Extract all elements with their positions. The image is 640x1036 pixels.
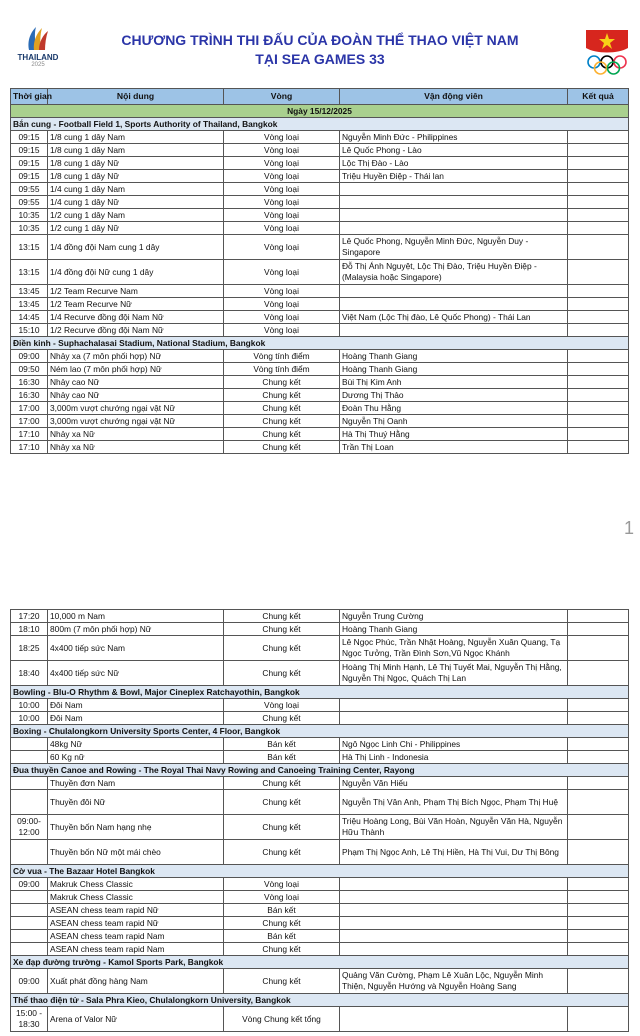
venue-label: Bowling - Blu-O Rhythm & Bowl, Major Cineplex Ratchayothin, Bangkok [11, 686, 629, 699]
athletes-cell: Đỗ Thị Ánh Nguyệt, Lộc Thị Đào, Triệu Huyền Điệp - (Malaysia hoặc Singapore) [340, 260, 568, 285]
athletes-cell: Hà Thị Thuý Hằng [340, 428, 568, 441]
date-label: Ngày 15/12/2025 [11, 105, 629, 118]
event-cell: 60 Kg nữ [48, 751, 224, 764]
athletes-cell [340, 324, 568, 337]
athletes-cell: Nguyễn Thị Vân Anh, Phạm Thị Bích Ngọc, Phạm Thị Huệ [340, 790, 568, 815]
athletes-cell: Quảng Văn Cường, Phạm Lê Xuân Lộc, Nguyễn Minh Thiện, Nguyễn Hướng và Nguyễn Hoàng Sang [340, 969, 568, 994]
table-row [11, 389, 629, 402]
table-row [11, 260, 629, 285]
venue-row [11, 994, 629, 1007]
table-row [11, 751, 629, 764]
table-row [11, 428, 629, 441]
athletes-cell [340, 699, 568, 712]
page-break [0, 458, 640, 608]
event-cell: Xuất phát đồng hàng Nam [48, 969, 224, 994]
event-cell: 1/4 cung 1 dây Nữ [48, 196, 224, 209]
athletes-cell: Việt Nam (Lộc Thị đào, Lê Quốc Phong) - Thái Lan [340, 311, 568, 324]
time-cell: 14:45 [11, 311, 48, 324]
round-cell: Chung kết [224, 790, 340, 815]
round-cell: Vòng loại [224, 311, 340, 324]
round-cell: Chung kết [224, 636, 340, 661]
table-row [11, 738, 629, 751]
time-cell [11, 891, 48, 904]
result-cell [568, 311, 629, 324]
time-cell: 09:50 [11, 363, 48, 376]
table-row [11, 376, 629, 389]
event-cell: Thuyền đôi Nữ [48, 790, 224, 815]
venue-label: Đua thuyền Canoe and Rowing - The Royal Thai Navy Rowing and Canoeing Training Center, Rayong [11, 764, 629, 777]
time-cell: 15:10 [11, 324, 48, 337]
athletes-cell: Ngô Ngọc Linh Chi - Philippines [340, 738, 568, 751]
athletes-cell [340, 917, 568, 930]
logo-year: 2025 [31, 62, 45, 68]
round-cell: Vòng loại [224, 324, 340, 337]
result-cell [568, 428, 629, 441]
page-number: 1 [624, 518, 635, 538]
athletes-cell: Lê Quốc Phong, Nguyễn Minh Đức, Nguyễn Duy - Singapore [340, 235, 568, 260]
athletes-cell: Dương Thị Thảo [340, 389, 568, 402]
table-row [11, 144, 629, 157]
event-cell: Nhảy xa Nữ [48, 428, 224, 441]
table-row [11, 943, 629, 956]
time-cell [11, 840, 48, 865]
table-row [11, 298, 629, 311]
result-cell [568, 1007, 629, 1032]
time-cell: 09:15 [11, 131, 48, 144]
round-cell: Vòng loại [224, 878, 340, 891]
table-row [11, 815, 629, 840]
col-header-result: Kết quả [568, 89, 629, 105]
event-cell: 1/8 cung 1 dây Nữ [48, 170, 224, 183]
venue-row [11, 956, 629, 969]
result-cell [568, 930, 629, 943]
date-row [11, 105, 629, 118]
result-cell [568, 350, 629, 363]
table-row [11, 415, 629, 428]
venue-label: Boxing - Chulalongkorn University Sports Center, 4 Floor, Bangkok [11, 725, 629, 738]
round-cell: Vòng loại [224, 196, 340, 209]
table-row [11, 904, 629, 917]
round-cell: Vòng loại [224, 183, 340, 196]
round-cell: Chung kết [224, 428, 340, 441]
result-cell [568, 623, 629, 636]
round-cell: Chung kết [224, 815, 340, 840]
event-cell: ASEAN chess team rapid Nam [48, 930, 224, 943]
result-cell [568, 840, 629, 865]
table-row [11, 623, 629, 636]
thailand-2025-logo [12, 24, 64, 74]
result-cell [568, 878, 629, 891]
table-row [11, 183, 629, 196]
time-cell: 09:00-12:00 [11, 815, 48, 840]
event-cell: ASEAN chess team rapid Nữ [48, 917, 224, 930]
event-cell: 1/4 cung 1 dây Nam [48, 183, 224, 196]
result-cell [568, 815, 629, 840]
result-cell [568, 235, 629, 260]
round-cell: Chung kết [224, 969, 340, 994]
table-row [11, 840, 629, 865]
round-cell: Chung kết [224, 376, 340, 389]
event-cell: 1/4 đồng đội Nam cung 1 dây [48, 235, 224, 260]
time-cell [11, 904, 48, 917]
round-cell: Chung kết [224, 712, 340, 725]
result-cell [568, 415, 629, 428]
athletes-cell [340, 712, 568, 725]
athletes-cell: Triệu Huyền Điệp - Thái lan [340, 170, 568, 183]
venue-row [11, 865, 629, 878]
event-cell: 800m (7 môn phối hợp) Nữ [48, 623, 224, 636]
table-row [11, 699, 629, 712]
result-cell [568, 661, 629, 686]
athletes-cell: Bùi Thị Kim Anh [340, 376, 568, 389]
round-cell: Vòng loại [224, 235, 340, 260]
table-row [11, 209, 629, 222]
athletes-cell: Nguyễn Trung Cường [340, 610, 568, 623]
table-row [11, 402, 629, 415]
table-row [11, 285, 629, 298]
page-title [70, 31, 570, 69]
logo-text: THAILAND [17, 53, 59, 62]
venue-label: Thể thao điện tử - Sala Phra Kieo, Chulalongkorn University, Bangkok [11, 994, 629, 1007]
time-cell [11, 930, 48, 943]
event-cell: Makruk Chess Classic [48, 891, 224, 904]
table-row [11, 363, 629, 376]
result-cell [568, 157, 629, 170]
event-cell: Đôi Nam [48, 712, 224, 725]
result-cell [568, 441, 629, 454]
athletes-cell: Hoàng Thị Minh Hạnh, Lê Thị Tuyết Mai, Nguyễn Thị Hằng, Nguyễn Thị Ngọc, Quách Thị Lan [340, 661, 568, 686]
col-header-round: Vòng [224, 89, 340, 105]
time-cell: 13:45 [11, 285, 48, 298]
round-cell: Chung kết [224, 610, 340, 623]
schedule-table-page-1 [10, 88, 629, 454]
result-cell [568, 363, 629, 376]
title-line-2: TẠI SEA GAMES 33 [255, 51, 385, 67]
round-cell: Vòng Chung kết tổng [224, 1007, 340, 1032]
event-cell: Nhảy xa Nữ [48, 441, 224, 454]
round-cell: Vòng loại [224, 222, 340, 235]
round-cell: Chung kết [224, 389, 340, 402]
event-cell: 1/4 đồng đội Nữ cung 1 dây [48, 260, 224, 285]
time-cell: 09:00 [11, 350, 48, 363]
event-cell: Nhảy xa (7 môn phối hợp) Nữ [48, 350, 224, 363]
table-row [11, 196, 629, 209]
result-cell [568, 209, 629, 222]
round-cell: Vòng tính điểm [224, 350, 340, 363]
time-cell: 17:00 [11, 402, 48, 415]
result-cell [568, 389, 629, 402]
time-cell: 09:00 [11, 969, 48, 994]
table-row [11, 777, 629, 790]
table-row [11, 636, 629, 661]
round-cell: Bán kết [224, 751, 340, 764]
round-cell: Vòng loại [224, 699, 340, 712]
time-cell [11, 751, 48, 764]
round-cell: Vòng loại [224, 891, 340, 904]
athletes-cell [340, 1007, 568, 1032]
result-cell [568, 298, 629, 311]
result-cell [568, 376, 629, 389]
table-row [11, 131, 629, 144]
result-cell [568, 777, 629, 790]
result-cell [568, 222, 629, 235]
time-cell: 18:25 [11, 636, 48, 661]
round-cell: Bán kết [224, 738, 340, 751]
result-cell [568, 402, 629, 415]
event-cell: 1/2 cung 1 dây Nam [48, 209, 224, 222]
round-cell: Chung kết [224, 441, 340, 454]
venue-row [11, 337, 629, 350]
event-cell: 10,000 m Nam [48, 610, 224, 623]
venue-label: Bắn cung - Football Field 1, Sports Authority of Thailand, Bangkok [11, 118, 629, 131]
table-row [11, 157, 629, 170]
athletes-cell [340, 183, 568, 196]
table-row [11, 222, 629, 235]
table-row [11, 790, 629, 815]
table-row [11, 235, 629, 260]
athletes-cell: Hoàng Thanh Giang [340, 350, 568, 363]
athletes-cell [340, 285, 568, 298]
event-cell: Đôi Nam [48, 699, 224, 712]
round-cell: Bán kết [224, 904, 340, 917]
table-row [11, 610, 629, 623]
event-cell: Thuyền bốn Nữ một mái chèo [48, 840, 224, 865]
athletes-cell [340, 891, 568, 904]
athletes-cell [340, 878, 568, 891]
round-cell: Chung kết [224, 623, 340, 636]
event-cell: 3,000m vượt chướng ngại vật Nữ [48, 415, 224, 428]
round-cell: Chung kết [224, 415, 340, 428]
event-cell: 4x400 tiếp sức Nữ [48, 661, 224, 686]
athletes-cell [340, 209, 568, 222]
event-cell: ASEAN chess team rapid Nữ [48, 904, 224, 917]
col-header-event: Nội dung [48, 89, 224, 105]
time-cell: 13:45 [11, 298, 48, 311]
venue-row [11, 118, 629, 131]
time-cell: 10:00 [11, 699, 48, 712]
athletes-cell: Lê Quốc Phong - Lào [340, 144, 568, 157]
time-cell: 10:00 [11, 712, 48, 725]
table-row [11, 878, 629, 891]
event-cell: 1/2 cung 1 dây Nữ [48, 222, 224, 235]
col-header-athletes: Vận động viên [340, 89, 568, 105]
event-cell: Nhảy cao Nữ [48, 376, 224, 389]
event-cell: Nhảy cao Nữ [48, 389, 224, 402]
time-cell: 09:55 [11, 196, 48, 209]
athletes-cell: Triệu Hoàng Long, Bùi Văn Hoàn, Nguyễn Văn Hà, Nguyễn Hữu Thành [340, 815, 568, 840]
event-cell: Arena of Valor Nữ [48, 1007, 224, 1032]
document-header [0, 0, 640, 86]
athletes-cell: Hoàng Thanh Giang [340, 363, 568, 376]
result-cell [568, 183, 629, 196]
venue-row [11, 725, 629, 738]
result-cell [568, 285, 629, 298]
athletes-cell: Lộc Thị Đào - Lào [340, 157, 568, 170]
event-cell: 1/8 cung 1 dây Nam [48, 144, 224, 157]
round-cell: Vòng loại [224, 144, 340, 157]
table-row [11, 324, 629, 337]
event-cell: 1/2 Recurve đồng đội Nam Nữ [48, 324, 224, 337]
round-cell: Bán kết [224, 930, 340, 943]
time-cell: 13:15 [11, 260, 48, 285]
time-cell: 17:10 [11, 428, 48, 441]
time-cell: 17:00 [11, 415, 48, 428]
table-row [11, 350, 629, 363]
event-cell: 3,000m vượt chướng ngại vật Nữ [48, 402, 224, 415]
athletes-cell [340, 930, 568, 943]
time-cell: 16:30 [11, 389, 48, 402]
time-cell: 09:15 [11, 157, 48, 170]
result-cell [568, 144, 629, 157]
round-cell: Chung kết [224, 661, 340, 686]
table-row [11, 712, 629, 725]
round-cell: Vòng loại [224, 260, 340, 285]
venue-label: Xe đạp đường trường - Kamol Sports Park, Bangkok [11, 956, 629, 969]
round-cell: Chung kết [224, 840, 340, 865]
table-row [11, 917, 629, 930]
round-cell: Chung kết [224, 943, 340, 956]
result-cell [568, 260, 629, 285]
event-cell: 48kg Nữ [48, 738, 224, 751]
table-row [11, 969, 629, 994]
round-cell: Vòng loại [224, 170, 340, 183]
athletes-cell [340, 904, 568, 917]
event-cell: ASEAN chess team rapid Nam [48, 943, 224, 956]
round-cell: Chung kết [224, 917, 340, 930]
table-row [11, 930, 629, 943]
time-cell [11, 777, 48, 790]
vietnam-olympic-logo [582, 26, 632, 76]
table-row [11, 441, 629, 454]
col-header-time: Thời gian [11, 89, 48, 105]
result-cell [568, 170, 629, 183]
result-cell [568, 969, 629, 994]
event-cell: Makruk Chess Classic [48, 878, 224, 891]
round-cell: Vòng loại [224, 131, 340, 144]
event-cell: 4x400 tiếp sức Nam [48, 636, 224, 661]
time-cell: 18:40 [11, 661, 48, 686]
athletes-cell [340, 196, 568, 209]
result-cell [568, 904, 629, 917]
athletes-cell: Phạm Thị Ngọc Anh, Lê Thị Hiền, Hà Thị Vui, Dư Thị Bông [340, 840, 568, 865]
event-cell: Ném lao (7 môn phối hợp) Nữ [48, 363, 224, 376]
sea-games-flame-icon [23, 24, 53, 52]
athletes-cell [340, 298, 568, 311]
time-cell: 13:15 [11, 235, 48, 260]
table-row [11, 661, 629, 686]
round-cell: Vòng loại [224, 298, 340, 311]
round-cell: Vòng loại [224, 157, 340, 170]
event-cell: Thuyền bốn Nam hạng nhẹ [48, 815, 224, 840]
result-cell [568, 917, 629, 930]
event-cell: 1/8 cung 1 dây Nam [48, 131, 224, 144]
athletes-cell: Hoàng Thanh Giang [340, 623, 568, 636]
time-cell: 09:15 [11, 170, 48, 183]
event-cell: Thuyền đơn Nam [48, 777, 224, 790]
result-cell [568, 636, 629, 661]
athletes-cell: Hà Thị Linh - Indonesia [340, 751, 568, 764]
time-cell: 15:00 - 18:30 [11, 1007, 48, 1032]
result-cell [568, 699, 629, 712]
time-cell: 18:10 [11, 623, 48, 636]
athletes-cell: Trần Thị Loan [340, 441, 568, 454]
time-cell: 09:00 [11, 878, 48, 891]
round-cell: Chung kết [224, 777, 340, 790]
athletes-cell [340, 222, 568, 235]
venue-label: Điền kinh - Suphachalasai Stadium, National Stadium, Bangkok [11, 337, 629, 350]
result-cell [568, 196, 629, 209]
result-cell [568, 943, 629, 956]
time-cell: 17:20 [11, 610, 48, 623]
athletes-cell: Nguyễn Minh Đức - Philippines [340, 131, 568, 144]
time-cell [11, 943, 48, 956]
time-cell: 17:10 [11, 441, 48, 454]
athletes-cell: Lê Ngọc Phúc, Trần Nhật Hoàng, Nguyễn Xuân Quang, Tạ Ngọc Tưởng, Trần Đình Sơn,Vũ Ngọc Khánh [340, 636, 568, 661]
athletes-cell [340, 943, 568, 956]
time-cell [11, 738, 48, 751]
event-cell: 1/4 Recurve đồng đội Nam Nữ [48, 311, 224, 324]
result-cell [568, 738, 629, 751]
schedule-table-page-2 [10, 609, 629, 1032]
result-cell [568, 610, 629, 623]
table-row [11, 170, 629, 183]
event-cell: 1/2 Team Recurve Nữ [48, 298, 224, 311]
time-cell: 09:15 [11, 144, 48, 157]
time-cell: 10:35 [11, 209, 48, 222]
flag-olympic-rings-icon [582, 26, 632, 76]
result-cell [568, 751, 629, 764]
event-cell: 1/8 cung 1 dây Nữ [48, 157, 224, 170]
venue-row [11, 686, 629, 699]
time-cell [11, 917, 48, 930]
result-cell [568, 790, 629, 815]
round-cell: Chung kết [224, 402, 340, 415]
round-cell: Vòng loại [224, 285, 340, 298]
athletes-cell: Đoàn Thu Hằng [340, 402, 568, 415]
event-cell: 1/2 Team Recurve Nam [48, 285, 224, 298]
venue-label: Cờ vua - The Bazaar Hotel Bangkok [11, 865, 629, 878]
time-cell: 16:30 [11, 376, 48, 389]
time-cell: 10:35 [11, 222, 48, 235]
result-cell [568, 131, 629, 144]
time-cell: 09:55 [11, 183, 48, 196]
athletes-cell: Nguyễn Văn Hiếu [340, 777, 568, 790]
round-cell: Vòng tính điểm [224, 363, 340, 376]
time-cell [11, 790, 48, 815]
result-cell [568, 324, 629, 337]
round-cell: Vòng loại [224, 209, 340, 222]
table-row [11, 891, 629, 904]
table-header-row [11, 89, 629, 105]
table-row [11, 1007, 629, 1032]
table-row [11, 311, 629, 324]
venue-row [11, 764, 629, 777]
athletes-cell: Nguyễn Thị Oanh [340, 415, 568, 428]
result-cell [568, 891, 629, 904]
title-line-1: CHƯƠNG TRÌNH THI ĐẤU CỦA ĐOÀN THỂ THAO VIỆT NAM [121, 32, 519, 48]
result-cell [568, 712, 629, 725]
